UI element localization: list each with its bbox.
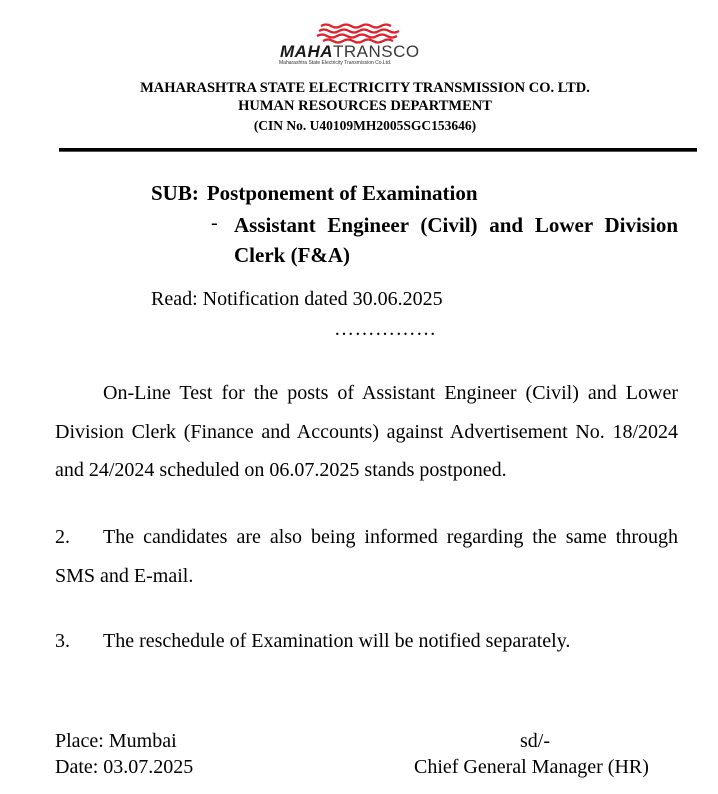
logo-wordmark: [280, 42, 420, 62]
paragraph-2-number: 2.: [55, 526, 70, 548]
paragraph-2-text: The candidates are also being informed regarding the same through SMS and E-mail.: [55, 526, 678, 587]
subject-line: [151, 181, 478, 206]
subject-title: Postponement of Examination: [206, 181, 478, 205]
wave-mark-icon: [277, 22, 453, 44]
paragraph-1: On-Line Test for the posts of Assistant Engineer (Civil) and Lower Division Clerk (Finance and Accounts) against Advertisement No. 18/2024 and 24/2024 scheduled on 06.07.2025 stands postponed.: [55, 382, 678, 481]
header-divider: [59, 148, 697, 152]
signatory-designation: Chief General Manager (HR): [414, 756, 649, 778]
paragraph-3: [55, 622, 678, 661]
separator-dots: ……………: [334, 318, 437, 340]
logo-transco: TRANSCO: [333, 42, 420, 61]
signature-mark: sd/-: [520, 730, 550, 752]
subject-dash: -: [211, 212, 218, 234]
logo-tagline: Maharashtra State Electricity Transmission Co.Ltd.: [279, 60, 392, 66]
place-line: Place: Mumbai: [55, 730, 177, 752]
org-name: MAHARASHTRA STATE ELECTRICITY TRANSMISSION CO. LTD.: [140, 80, 590, 96]
subject-item: Assistant Engineer (Civil) and Lower Division Clerk (F&A): [234, 213, 678, 267]
mahatransco-logo: [277, 22, 453, 68]
date-line: Date: 03.07.2025: [55, 756, 194, 778]
read-reference: Read: Notification dated 30.06.2025: [151, 288, 443, 310]
department-name: HUMAN RESOURCES DEPARTMENT: [238, 98, 492, 114]
logo-maha: MAHA: [280, 42, 333, 61]
paragraph-3-number: 3.: [55, 630, 70, 652]
subject-label: SUB:: [151, 181, 199, 205]
paragraph-3-text: The reschedule of Examination will be notified separately.: [103, 630, 571, 652]
paragraph-2: [55, 518, 678, 595]
cin-number: (CIN No. U40109MH2005SGC153646): [253, 118, 477, 133]
